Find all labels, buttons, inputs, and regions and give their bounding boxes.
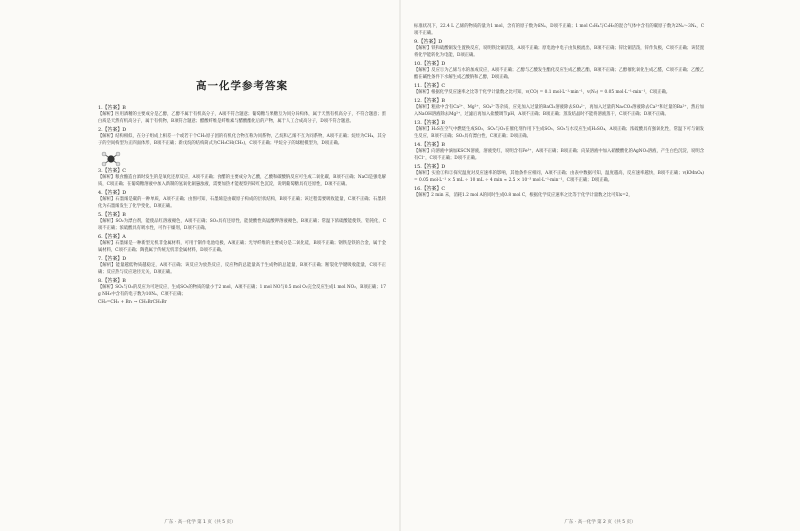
answer-explanation: 【解析】SO₂与O₂的反应为可逆反应，生成SO₃的物质的量小于2 mol，A项不正确；1 mol NO与0.5 mol O₂完全反应生成1 mol NO₂，B项正确；17 g NH₃中含有的电子数为10Nₐ，C项不正确； — [98, 285, 386, 297]
answer-item — [98, 105, 386, 125]
answer-item — [414, 142, 704, 162]
methane-ball-stick-model — [100, 151, 122, 167]
answer-explanation: 【解析】根据化学反应速率之比等于化学计量数之比可知，v(CO) = 0.1 mol·L⁻¹·min⁻¹，v(N₂) = 0.05 mol·L⁻¹·min⁻¹，C项正确。 — [414, 89, 671, 95]
hydrogen-atom — [116, 152, 120, 156]
answer-item — [414, 24, 704, 37]
answer-number: 1.【答案】B — [98, 105, 126, 111]
hydrogen-atom — [102, 162, 106, 166]
left-answer-list — [98, 105, 386, 298]
answer-number: 10.【答案】D — [414, 60, 446, 67]
answer-item — [414, 61, 704, 81]
right-page-footer: 广东 · 高一化学 第 2 页（共 5 页） — [564, 520, 636, 525]
reaction-formula: CH₂=CH₂ + Br₂ → CH₂BrCH₂Br — [98, 299, 167, 305]
answer-item — [98, 168, 386, 188]
answer-item — [98, 256, 386, 276]
answer-explanation: 【解析】SO₂为漂白剂，能使品红溶液褪色，A项不正确；SO₂具有还原性，能使酸性高锰酸钾溶液褪色，B项正确；常温下浓硫酸能使铁、铝钝化，C项不正确；浓硫酸具有吸水性，可作干燥剂，D项不正确。 — [98, 219, 386, 231]
answer-explanation: 【解析】结构相似，在分子组成上相差一个或若干个CH₂原子团的有机化合物互称为同系物，乙烷和乙烯不互为同系物，A项不正确；烷烃为CH₄，其分子的空间构型为正四面体形，B项不正确；新戊烷的结构简式为CH₃CH(CH₃)，C项不正确；甲烷分子的球棍模型为，D项正确。 — [98, 134, 386, 146]
right-page — [400, 0, 800, 531]
answer-item — [414, 120, 704, 140]
carbon-atom — [107, 156, 114, 163]
answer-number: 2.【答案】D — [98, 126, 127, 133]
answer-item — [98, 234, 386, 254]
answer-number: 12.【答案】B — [414, 98, 445, 105]
answer-explanation: 【解析】石墨烯是一种新型无机非金属材料，可用于制作电池电极，A项正确；光导纤维的主要成分是二氧化硅，B项不正确；钢铁是铁的合金，属于金属材料，C项不正确；陶瓷属于传统无机非金属材料，D项不正确。 — [98, 241, 386, 253]
answer-explanation: 【解析】能量越低物质越稳定，A项不正确；该反应为放热反应，反应物的总能量高于生成物的总能量，B项不正确；断裂化学键吸收能量，C项不正确；反应热与反应途径无关，D项正确。 — [98, 263, 386, 275]
answer-item — [414, 164, 704, 184]
answer-item — [98, 190, 386, 210]
answer-number: 5.【答案】B — [98, 211, 126, 218]
answer-item — [414, 39, 704, 59]
answer-explanation: 标准状况下，22.4 L 乙烯的物质的量为1 mol，含有的原子数为6Nₐ，D项不正确；1 mol C₂H₄与C₃H₆的混合气体中含有的碳原子数为2Nₐ～3Nₐ，C项不正确。 — [414, 24, 704, 36]
document-title: 高一化学参考答案 — [196, 80, 288, 92]
answer-item — [414, 98, 704, 118]
answer-explanation: 【解析】粗盐中含有Ca²⁺、Mg²⁺、SO₄²⁻等杂质，应先加入过量的BaCl₂溶液除去SO₄²⁻，再加入过量的Na₂CO₃溶液除去Ca²⁺和过量的Ba²⁺，然后加入NaOH溶液除去Mg²⁺，过滤后再加入盐酸调节pH，A项不正确；B项正确；蒸发结晶时不能将溶液蒸干，C项不正确；D项不正确。 — [414, 105, 704, 117]
answer-number: 14.【答案】B — [414, 142, 445, 149]
hydrogen-atom — [116, 162, 120, 166]
answer-number: 4.【答案】D — [98, 189, 127, 196]
answer-item — [414, 186, 704, 200]
answer-number: 3.【答案】C — [98, 167, 126, 174]
answer-number: 7.【答案】D — [98, 255, 127, 262]
left-page-footer: 广东 · 高一化学 第 1 页（共 5 页） — [164, 520, 236, 525]
answer-number: 11.【答案】C — [414, 82, 446, 89]
answer-number: 16.【答案】C — [414, 186, 446, 193]
answer-explanation: 【解析】实验①和②探究温度对反应速率的影响，其他条件应相同，A项不正确；由表中数据可知，温度越高，反应速率越快，B项不正确；v(KMnO₄) = 0.05 mol·L⁻¹ × 5 mL ÷ 10 mL ÷ 4 min ≈ 2.5 × 10⁻³ mol·L⁻¹·min⁻¹，C项不正确；D项正确。 — [414, 171, 704, 183]
answer-number: 6.【答案】A — [98, 233, 126, 240]
answer-number: 15.【答案】D — [414, 164, 446, 171]
answer-item — [414, 83, 704, 97]
answer-explanation: 【解析】铁和硫酸铜发生置换反应，说明铁比铜活泼，A项不正确；原电池中电子由负极流出，B项不正确；锌比铜活泼，锌作负极，C项不正确；该装置将化学能转化为电能，D项正确。 — [414, 45, 704, 58]
answer-item — [98, 212, 386, 232]
answer-explanation: 【解析】粮食酿造白酒时发生的是氧化还原反应，A项不正确；食醋的主要成分为乙酸，乙酸和碳酸钠反应可生成二氧化碳，B项不正确；NaCl是强电解质，C项正确；在葡萄糖溶液中加入新制的氢氧化铜悬浊液，需要加热才能观察到砖红色沉淀，说明葡萄糖具有还原性，D项不正确。 — [98, 175, 386, 187]
right-answer-list — [414, 24, 704, 200]
answer-explanation: 【解析】医用酒精的主要成分是乙醇，乙醇不属于有机高分子，A项不符合题意；葡萄糖与果糖互为同分异构体，属于天然有机高分子，不符合题意；蛋白质是天然有机高分子，属于有机物，B项符合题意；醋酸纤维是纤维素与醋酸酯化后的产物，属于人工合成高分子，D项不符合题意。 — [98, 112, 386, 124]
answer-number: 13.【答案】B — [414, 120, 445, 127]
answer-number: 9.【答案】D — [414, 38, 443, 45]
answer-explanation: 【解析】石墨烯是碳的一种单质，A项不正确；由图可知，石墨烯是由碳原子构成的层状结构，B项不正确；该过程需要吸收能量，C项不正确；石墨转化为石墨烯发生了化学变化，D项正确。 — [98, 197, 386, 209]
hydrogen-atom — [102, 152, 106, 156]
answer-item — [98, 278, 386, 298]
answer-explanation: 【解析】2 min 末，消耗1.2 mol A的同时生成0.8 mol C，根据化学反应速率之比等于化学计量数之比可知x=2， — [414, 193, 633, 199]
answer-explanation: 【解析】反应①为乙烯与水的加成反应，A项不正确；乙醇与乙酸发生酯化反应生成乙酸乙酯，B项不正确；乙醇催化氧化生成乙醛，C项不正确；乙酸乙酯在碱性条件下水解生成乙酸钠和乙醇，D项正确。 — [414, 67, 704, 80]
answer-explanation: 【解析】H₂S在空气中燃烧生成SO₂，SO₂与O₂在催化剂作用下生成SO₃，SO₃与水反应生成H₂SO₄，A项正确；浓硫酸具有强氧化性，常温下可与铜发生反应，B项不正确；SO₂具有漂白性，C项正确；D项正确。 — [414, 127, 704, 139]
answer-item — [98, 127, 386, 168]
answer-explanation: 【解析】向溶液中滴加KSCN溶液，溶液变红，说明含有Fe³⁺，A项不正确；B项正确；向某溶液中加入硝酸酸化的AgNO₃溶液，产生白色沉淀，说明含有Cl⁻，C项不正确；D项不正确。 — [414, 149, 704, 161]
answer-number: 8.【答案】B — [98, 277, 126, 284]
